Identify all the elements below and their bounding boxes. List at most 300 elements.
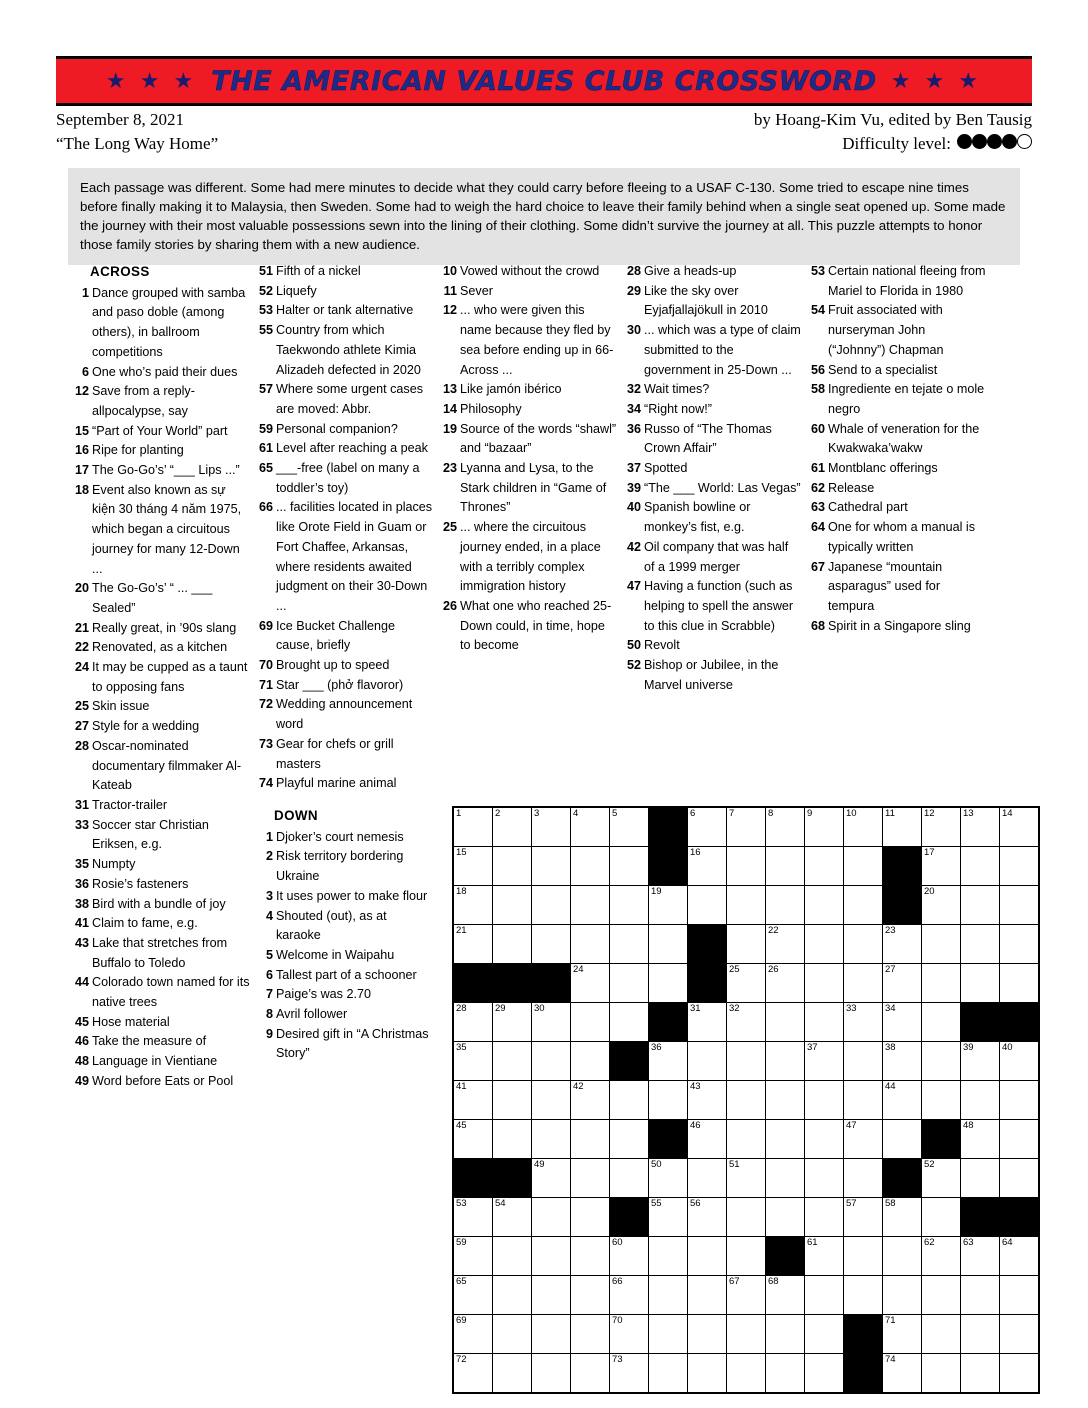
down-clue[interactable] (440, 301, 618, 380)
grid-cell[interactable] (961, 1276, 1000, 1315)
grid-cell[interactable] (766, 886, 805, 925)
clue-text: Spirit in a Singapore sling (828, 618, 971, 633)
grid-cell[interactable] (766, 1003, 805, 1042)
grid-cell[interactable] (727, 1315, 766, 1354)
across-clue[interactable] (72, 579, 250, 618)
grid-cell[interactable] (688, 1276, 727, 1315)
grid-cell[interactable] (1000, 964, 1040, 1003)
grid-cell[interactable] (883, 807, 922, 847)
grid-cell[interactable] (883, 1237, 922, 1276)
grid-cell[interactable] (766, 1198, 805, 1237)
grid-cell[interactable] (922, 925, 961, 964)
down-clue[interactable] (440, 400, 618, 420)
grid-cell[interactable] (727, 1159, 766, 1198)
across-clue[interactable] (72, 619, 250, 639)
grid-cell[interactable] (883, 1276, 922, 1315)
across-clue[interactable] (256, 774, 434, 794)
grid-cell-number: 72 (456, 1354, 467, 1365)
down-clue[interactable] (624, 636, 802, 656)
grid-cell[interactable] (961, 1237, 1000, 1276)
grid-cell[interactable] (649, 1042, 688, 1081)
grid-cell[interactable] (805, 847, 844, 886)
grid-cell[interactable] (1000, 1237, 1040, 1276)
down-clue[interactable] (440, 518, 618, 597)
grid-cell[interactable] (532, 925, 571, 964)
across-clue[interactable] (72, 973, 250, 1012)
grid-cell[interactable] (961, 1042, 1000, 1081)
down-clue[interactable] (624, 479, 802, 499)
grid-cell[interactable] (532, 1042, 571, 1081)
grid-cell-number: 53 (456, 1198, 467, 1209)
grid-cell[interactable] (610, 1159, 649, 1198)
across-clue[interactable] (72, 796, 250, 816)
grid-cell[interactable] (532, 1276, 571, 1315)
grid-cell[interactable] (805, 807, 844, 847)
across-clue[interactable] (256, 498, 434, 616)
down-clue[interactable] (808, 262, 986, 301)
grid-cell[interactable] (571, 1276, 610, 1315)
grid-cell[interactable] (688, 1237, 727, 1276)
grid-cell[interactable] (922, 1159, 961, 1198)
grid-cell[interactable] (493, 1081, 532, 1120)
grid-cell[interactable] (688, 847, 727, 886)
grid-cell[interactable] (493, 1315, 532, 1354)
down-clue[interactable] (624, 538, 802, 577)
grid-cell[interactable] (610, 1315, 649, 1354)
across-clue[interactable] (72, 481, 250, 580)
grid-cell[interactable] (493, 1120, 532, 1159)
grid-cell[interactable] (532, 1354, 571, 1394)
across-clue[interactable] (256, 459, 434, 498)
grid-cell[interactable] (766, 1120, 805, 1159)
grid-cell[interactable] (571, 1198, 610, 1237)
grid-cell[interactable] (922, 807, 961, 847)
across-clue[interactable] (72, 658, 250, 697)
grid-cell[interactable] (688, 807, 727, 847)
grid-cell[interactable] (532, 1081, 571, 1120)
grid-cell[interactable] (766, 1276, 805, 1315)
grid-cell[interactable] (805, 1198, 844, 1237)
crossword-grid[interactable] (452, 806, 1040, 1394)
down-clue[interactable] (256, 847, 434, 886)
grid-cell[interactable] (727, 964, 766, 1003)
grid-cell[interactable] (883, 1315, 922, 1354)
grid-cell[interactable] (805, 1042, 844, 1081)
grid-cell[interactable] (688, 1159, 727, 1198)
grid-cell[interactable] (961, 886, 1000, 925)
grid-cell[interactable] (571, 964, 610, 1003)
grid-cell[interactable] (571, 1159, 610, 1198)
grid-cell[interactable] (453, 925, 493, 964)
grid-cell[interactable] (883, 1081, 922, 1120)
grid-cell[interactable] (766, 1159, 805, 1198)
grid-cell[interactable] (532, 1315, 571, 1354)
grid-cell[interactable] (727, 925, 766, 964)
grid-cell[interactable] (610, 1120, 649, 1159)
down-clue[interactable] (808, 301, 986, 360)
grid-cell-number: 69 (456, 1315, 467, 1326)
grid-cell[interactable] (493, 886, 532, 925)
grid-cell[interactable] (844, 1198, 883, 1237)
grid-cell[interactable] (922, 1081, 961, 1120)
down-clue[interactable] (808, 361, 986, 381)
across-clue[interactable] (72, 1032, 250, 1052)
grid-cell[interactable] (922, 1354, 961, 1394)
clue-number: 36 (74, 876, 89, 891)
grid-cell[interactable] (453, 807, 493, 847)
grid-cell[interactable] (571, 1354, 610, 1394)
grid-cell[interactable] (1000, 1159, 1040, 1198)
clue-text: Lyanna and Lysa, to the Stark children in “Game of Thrones” (460, 461, 607, 515)
grid-cell[interactable] (571, 1081, 610, 1120)
down-clue[interactable] (808, 420, 986, 459)
clue-text: Halter or tank alternative (276, 303, 414, 318)
grid-cell[interactable] (922, 847, 961, 886)
grid-cell-number: 26 (768, 964, 779, 975)
grid-cell[interactable] (805, 886, 844, 925)
down-clue[interactable] (624, 321, 802, 380)
across-clue[interactable] (72, 1072, 250, 1092)
grid-cell[interactable] (844, 886, 883, 925)
grid-cell[interactable] (688, 1081, 727, 1120)
clue-text: Liquefy (276, 283, 317, 298)
grid-cell[interactable] (610, 925, 649, 964)
grid-cell[interactable] (610, 886, 649, 925)
down-clue[interactable] (440, 459, 618, 518)
grid-cell[interactable] (844, 1120, 883, 1159)
grid-cell[interactable] (571, 925, 610, 964)
grid-cell[interactable] (610, 1237, 649, 1276)
grid-cell[interactable] (571, 886, 610, 925)
grid-cell[interactable] (805, 925, 844, 964)
grid-cell[interactable] (688, 1120, 727, 1159)
grid-cell[interactable] (493, 925, 532, 964)
across-clue[interactable] (256, 617, 434, 656)
grid-cell[interactable] (453, 1315, 493, 1354)
across-clue[interactable] (72, 1052, 250, 1072)
grid-cell[interactable] (453, 1120, 493, 1159)
grid-cell[interactable] (1000, 886, 1040, 925)
grid-cell[interactable] (493, 847, 532, 886)
across-clue[interactable] (256, 676, 434, 696)
across-clue[interactable] (72, 284, 250, 363)
grid-cell[interactable] (883, 1198, 922, 1237)
down-clue[interactable] (624, 380, 802, 400)
grid-cell[interactable] (688, 1042, 727, 1081)
grid-cell[interactable] (766, 847, 805, 886)
grid-cell[interactable] (532, 1159, 571, 1198)
grid-cell[interactable] (883, 1003, 922, 1042)
grid-cell-block (844, 1354, 883, 1394)
grid-cell[interactable] (571, 1042, 610, 1081)
grid-cell[interactable] (649, 1159, 688, 1198)
grid-cell[interactable] (688, 1315, 727, 1354)
grid-cell[interactable] (453, 1081, 493, 1120)
grid-cell[interactable] (922, 964, 961, 1003)
down-clue[interactable] (624, 577, 802, 636)
down-clue[interactable] (440, 262, 618, 282)
grid-cell[interactable] (610, 1354, 649, 1394)
across-clue[interactable] (256, 656, 434, 676)
across-clue[interactable] (72, 816, 250, 855)
across-clue[interactable] (256, 420, 434, 440)
grid-cell[interactable] (883, 1354, 922, 1394)
grid-cell[interactable] (610, 964, 649, 1003)
grid-cell[interactable] (493, 1354, 532, 1394)
grid-cell[interactable] (844, 1081, 883, 1120)
clue-number: 53 (258, 303, 273, 318)
grid-cell[interactable] (805, 964, 844, 1003)
grid-cell[interactable] (961, 964, 1000, 1003)
grid-cell[interactable] (571, 1120, 610, 1159)
grid-cell[interactable] (493, 1237, 532, 1276)
clue-number: 45 (74, 1014, 89, 1029)
grid-cell[interactable] (961, 1120, 1000, 1159)
grid-cell[interactable] (961, 925, 1000, 964)
across-clue[interactable] (72, 875, 250, 895)
grid-cell[interactable] (453, 1198, 493, 1237)
grid-cell[interactable] (805, 1354, 844, 1394)
grid-cell[interactable] (493, 1003, 532, 1042)
across-clue[interactable] (72, 855, 250, 875)
grid-cell[interactable] (766, 1315, 805, 1354)
down-clue[interactable] (256, 828, 434, 848)
clue-text: Fruit associated with nurseryman John (“Johnny”) Chapman (828, 303, 944, 357)
grid-cell[interactable] (571, 1237, 610, 1276)
down-clue[interactable] (808, 459, 986, 479)
grid-cell[interactable] (649, 1315, 688, 1354)
grid-cell[interactable] (766, 925, 805, 964)
grid-cell[interactable] (922, 1042, 961, 1081)
grid-cell[interactable] (922, 1315, 961, 1354)
grid-cell[interactable] (961, 807, 1000, 847)
grid-cell[interactable] (649, 1354, 688, 1394)
grid-cell[interactable] (883, 925, 922, 964)
grid-cell[interactable] (961, 847, 1000, 886)
across-clue[interactable] (256, 301, 434, 321)
grid-cell[interactable] (766, 807, 805, 847)
grid-cell[interactable] (1000, 1120, 1040, 1159)
grid-cell[interactable] (532, 1198, 571, 1237)
down-clue[interactable] (256, 985, 434, 1005)
grid-cell[interactable] (1000, 1354, 1040, 1394)
grid-cell[interactable] (805, 1081, 844, 1120)
across-clue[interactable] (72, 461, 250, 481)
grid-cell[interactable] (766, 1081, 805, 1120)
grid-cell[interactable] (1000, 1315, 1040, 1354)
across-clue[interactable] (72, 914, 250, 934)
grid-cell[interactable] (610, 847, 649, 886)
down-clue[interactable] (256, 1025, 434, 1064)
grid-cell[interactable] (649, 925, 688, 964)
down-clue[interactable] (808, 498, 986, 518)
grid-cell[interactable] (961, 1159, 1000, 1198)
grid-cell[interactable] (727, 1003, 766, 1042)
across-clue[interactable] (256, 695, 434, 734)
grid-cell[interactable] (922, 1276, 961, 1315)
down-clue[interactable] (808, 558, 986, 617)
down-clue[interactable] (256, 1005, 434, 1025)
across-clue[interactable] (256, 439, 434, 459)
down-clue[interactable] (440, 420, 618, 459)
grid-cell[interactable] (493, 1042, 532, 1081)
grid-cell[interactable] (922, 1198, 961, 1237)
grid-cell[interactable] (727, 807, 766, 847)
down-clue[interactable] (624, 420, 802, 459)
grid-cell[interactable] (727, 847, 766, 886)
grid-cell[interactable] (571, 1003, 610, 1042)
grid-cell[interactable] (727, 886, 766, 925)
across-clue[interactable] (72, 363, 250, 383)
grid-cell[interactable] (688, 886, 727, 925)
grid-cell[interactable] (1000, 847, 1040, 886)
grid-cell[interactable] (493, 1276, 532, 1315)
grid-cell[interactable] (571, 847, 610, 886)
grid-cell-block (649, 807, 688, 847)
grid-cell[interactable] (844, 1237, 883, 1276)
grid-cell[interactable] (1000, 1276, 1040, 1315)
grid-cell[interactable] (844, 1042, 883, 1081)
grid-cell[interactable] (532, 1120, 571, 1159)
down-clue[interactable] (624, 282, 802, 321)
grid-cell[interactable] (883, 1042, 922, 1081)
down-clue[interactable] (624, 459, 802, 479)
grid-cell[interactable] (610, 1003, 649, 1042)
grid-cell[interactable] (727, 1237, 766, 1276)
grid-cell[interactable] (766, 1354, 805, 1394)
grid-cell[interactable] (532, 847, 571, 886)
across-clue[interactable] (256, 262, 434, 282)
down-clue[interactable] (624, 400, 802, 420)
grid-cell[interactable] (961, 1354, 1000, 1394)
across-clue[interactable] (256, 735, 434, 774)
grid-cell[interactable] (453, 847, 493, 886)
across-clue[interactable] (72, 737, 250, 796)
grid-cell[interactable] (610, 1276, 649, 1315)
grid-cell[interactable] (766, 964, 805, 1003)
grid-cell[interactable] (688, 1003, 727, 1042)
down-clue[interactable] (256, 946, 434, 966)
grid-cell[interactable] (649, 1237, 688, 1276)
grid-cell[interactable] (1000, 925, 1040, 964)
grid-cell[interactable] (571, 1315, 610, 1354)
grid-cell[interactable] (453, 886, 493, 925)
grid-cell[interactable] (844, 1159, 883, 1198)
grid-cell[interactable] (493, 1198, 532, 1237)
grid-cell[interactable] (688, 1198, 727, 1237)
grid-cell[interactable] (453, 1354, 493, 1394)
grid-cell[interactable] (571, 807, 610, 847)
grid-cell[interactable] (493, 807, 532, 847)
grid-cell[interactable] (453, 1003, 493, 1042)
grid-cell[interactable] (922, 886, 961, 925)
grid-cell[interactable] (727, 1042, 766, 1081)
down-clue[interactable] (808, 479, 986, 499)
grid-cell[interactable] (727, 1081, 766, 1120)
grid-cell[interactable] (961, 1315, 1000, 1354)
grid-cell[interactable] (532, 1003, 571, 1042)
grid-cell[interactable] (1000, 1042, 1040, 1081)
grid-cell[interactable] (532, 1237, 571, 1276)
across-clue[interactable] (256, 321, 434, 380)
grid-cell[interactable] (649, 1276, 688, 1315)
down-clue[interactable] (256, 887, 434, 907)
grid-cell[interactable] (453, 1237, 493, 1276)
down-clue[interactable] (624, 498, 802, 537)
grid-cell[interactable] (727, 1198, 766, 1237)
grid-cell[interactable] (961, 1081, 1000, 1120)
down-clue[interactable] (808, 617, 986, 637)
grid-cell[interactable] (649, 964, 688, 1003)
across-clue[interactable] (72, 638, 250, 658)
grid-cell[interactable] (805, 1276, 844, 1315)
across-clue[interactable] (72, 934, 250, 973)
down-clue[interactable] (808, 518, 986, 557)
across-clue[interactable] (72, 717, 250, 737)
grid-cell[interactable] (805, 1120, 844, 1159)
grid-cell[interactable] (844, 847, 883, 886)
grid-cell[interactable] (532, 807, 571, 847)
across-clue[interactable] (72, 382, 250, 421)
grid-cell[interactable] (805, 1237, 844, 1276)
grid-cell[interactable] (805, 1003, 844, 1042)
down-clue[interactable] (440, 597, 618, 656)
grid-cell[interactable] (727, 1276, 766, 1315)
grid-cell[interactable] (453, 1042, 493, 1081)
down-clue[interactable] (808, 380, 986, 419)
grid-cell[interactable] (844, 925, 883, 964)
grid-cell[interactable] (766, 1042, 805, 1081)
down-clue[interactable] (440, 380, 618, 400)
grid-cell[interactable] (883, 964, 922, 1003)
grid-cell[interactable] (610, 1081, 649, 1120)
across-clue[interactable] (72, 895, 250, 915)
grid-cell[interactable] (844, 1003, 883, 1042)
across-clue[interactable] (256, 282, 434, 302)
down-clue[interactable] (440, 282, 618, 302)
grid-cell[interactable] (453, 1276, 493, 1315)
grid-cell[interactable] (727, 1120, 766, 1159)
down-clue[interactable] (624, 262, 802, 282)
grid-cell[interactable] (922, 1003, 961, 1042)
grid-cell[interactable] (649, 886, 688, 925)
grid-cell[interactable] (844, 807, 883, 847)
grid-cell[interactable] (1000, 1081, 1040, 1120)
across-clue[interactable] (72, 1013, 250, 1033)
grid-cell[interactable] (844, 1276, 883, 1315)
down-clue[interactable] (256, 907, 434, 946)
grid-cell[interactable] (844, 964, 883, 1003)
grid-cell[interactable] (805, 1315, 844, 1354)
clue-number: 40 (626, 500, 641, 515)
down-clue[interactable] (256, 966, 434, 986)
grid-cell[interactable] (532, 886, 571, 925)
grid-cell[interactable] (922, 1237, 961, 1276)
grid-cell[interactable] (805, 1159, 844, 1198)
grid-cell[interactable] (688, 1354, 727, 1394)
across-clue[interactable] (72, 441, 250, 461)
across-clue[interactable] (72, 422, 250, 442)
grid-cell[interactable] (649, 1198, 688, 1237)
grid-cell[interactable] (883, 1120, 922, 1159)
across-clue[interactable] (256, 380, 434, 419)
down-clue[interactable] (624, 656, 802, 695)
grid-cell[interactable] (610, 807, 649, 847)
grid-cell[interactable] (649, 1081, 688, 1120)
grid-cell[interactable] (1000, 807, 1040, 847)
across-clue[interactable] (72, 697, 250, 717)
grid-cell[interactable] (727, 1354, 766, 1394)
